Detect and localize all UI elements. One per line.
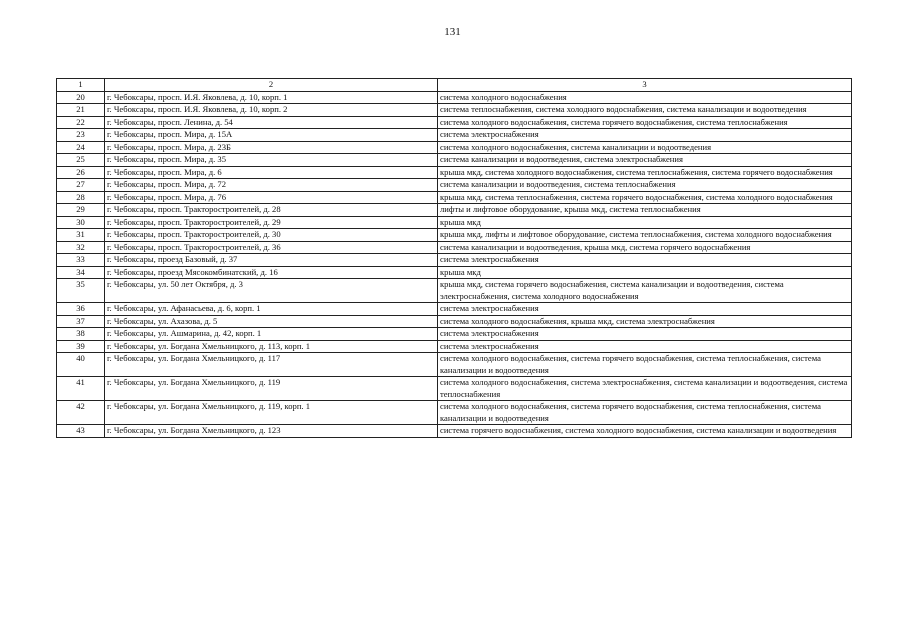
row-address-cell: г. Чебоксары, проезд Базовый, д. 37: [105, 254, 438, 267]
row-number-cell: 32: [57, 241, 105, 254]
row-number-cell: 20: [57, 91, 105, 104]
table-row: [57, 166, 852, 179]
row-address-cell: г. Чебоксары, ул. Богдана Хмельницкого, д. 113, корп. 1: [105, 340, 438, 353]
table-row: [57, 315, 852, 328]
row-number-cell: 40: [57, 353, 105, 377]
row-address-cell: г. Чебоксары, просп. Мира, д. 6: [105, 166, 438, 179]
row-number-cell: 22: [57, 116, 105, 129]
row-number-cell: 38: [57, 328, 105, 341]
row-address-cell: г. Чебоксары, ул. Ахазова, д. 5: [105, 315, 438, 328]
table-row: [57, 216, 852, 229]
row-address-cell: г. Чебоксары, ул. Богдана Хмельницкого, д. 123: [105, 425, 438, 438]
table-body: [57, 79, 852, 438]
row-address-cell: г. Чебоксары, просп. Тракторостроителей, д. 29: [105, 216, 438, 229]
row-address-cell: г. Чебоксары, просп. Мира, д. 15А: [105, 129, 438, 142]
row-systems-cell: система теплоснабжения, система холодного водоснабжения, система канализации и водоотведения: [438, 104, 852, 117]
table-row: [57, 425, 852, 438]
row-address-cell: г. Чебоксары, ул. Афанасьева, д. 6, корп. 1: [105, 303, 438, 316]
row-systems-cell: система горячего водоснабжения, система холодного водоснабжения, система канализации и водоотведения: [438, 425, 852, 438]
row-systems-cell: крыша мкд: [438, 266, 852, 279]
table-row: [57, 91, 852, 104]
table-row: [57, 229, 852, 242]
row-systems-cell: система электроснабжения: [438, 129, 852, 142]
row-address-cell: г. Чебоксары, ул. Ашмарина, д. 42, корп. 1: [105, 328, 438, 341]
row-systems-cell: система электроснабжения: [438, 340, 852, 353]
row-systems-cell: система канализации и водоотведения, система электроснабжения: [438, 154, 852, 167]
table-row: [57, 241, 852, 254]
row-address-cell: г. Чебоксары, просп. Мира, д. 76: [105, 191, 438, 204]
row-systems-cell: система холодного водоснабжения, система электроснабжения, система канализации и водоотведения, система теплоснабжения: [438, 377, 852, 401]
table-row: [57, 377, 852, 401]
row-systems-cell: крыша мкд: [438, 216, 852, 229]
row-systems-cell: система холодного водоснабжения, система горячего водоснабжения, система теплоснабжения, система канализации и водоотведения: [438, 353, 852, 377]
row-systems-cell: система холодного водоснабжения, система горячего водоснабжения, система теплоснабжения: [438, 116, 852, 129]
row-number-cell: 39: [57, 340, 105, 353]
table-row: [57, 303, 852, 316]
row-address-cell: г. Чебоксары, ул. Богдана Хмельницкого, д. 117: [105, 353, 438, 377]
table-row: [57, 141, 852, 154]
table-row: [57, 104, 852, 117]
row-systems-cell: система электроснабжения: [438, 254, 852, 267]
row-number-cell: 28: [57, 191, 105, 204]
row-address-cell: г. Чебоксары, просп. И.Я. Яковлева, д. 10, корп. 1: [105, 91, 438, 104]
row-address-cell: г. Чебоксары, просп. Ленина, д. 54: [105, 116, 438, 129]
row-systems-cell: крыша мкд, система горячего водоснабжения, система канализации и водоотведения, система электроснабжения, система холодного водоснабжения: [438, 279, 852, 303]
table-row: [57, 340, 852, 353]
row-systems-cell: система электроснабжения: [438, 303, 852, 316]
row-address-cell: г. Чебоксары, просп. Мира, д. 35: [105, 154, 438, 167]
row-systems-cell: крыша мкд, система теплоснабжения, система горячего водоснабжения, система холодного водоснабжения: [438, 191, 852, 204]
table-row: [57, 116, 852, 129]
table-row: [57, 129, 852, 142]
row-number-cell: 21: [57, 104, 105, 117]
row-number-cell: 27: [57, 179, 105, 192]
header-col-systems: 3: [438, 79, 852, 92]
row-number-cell: 23: [57, 129, 105, 142]
row-systems-cell: система холодного водоснабжения, система горячего водоснабжения, система теплоснабжения, система канализации и водоотведения: [438, 401, 852, 425]
table-row: [57, 266, 852, 279]
row-systems-cell: крыша мкд, лифты и лифтовое оборудование, система теплоснабжения, система холодного водоснабжения: [438, 229, 852, 242]
page-number: 131: [444, 26, 461, 38]
row-address-cell: г. Чебоксары, проезд Мясокомбинатский, д. 16: [105, 266, 438, 279]
row-number-cell: 43: [57, 425, 105, 438]
table-row: [57, 254, 852, 267]
row-number-cell: 35: [57, 279, 105, 303]
row-address-cell: г. Чебоксары, просп. Тракторостроителей, д. 30: [105, 229, 438, 242]
table-row: [57, 191, 852, 204]
header-col-number: 1: [57, 79, 105, 92]
table-row: [57, 179, 852, 192]
row-number-cell: 41: [57, 377, 105, 401]
table-row: [57, 279, 852, 303]
row-systems-cell: лифты и лифтовое оборудование, крыша мкд, система теплоснабжения: [438, 204, 852, 217]
objects-table: [56, 78, 852, 438]
row-systems-cell: система холодного водоснабжения, система канализации и водоотведения: [438, 141, 852, 154]
row-address-cell: г. Чебоксары, ул. Богдана Хмельницкого, д. 119: [105, 377, 438, 401]
table-row: [57, 154, 852, 167]
row-address-cell: г. Чебоксары, ул. Богдана Хмельницкого, д. 119, корп. 1: [105, 401, 438, 425]
table-row: [57, 204, 852, 217]
row-number-cell: 29: [57, 204, 105, 217]
row-number-cell: 36: [57, 303, 105, 316]
row-number-cell: 34: [57, 266, 105, 279]
row-number-cell: 37: [57, 315, 105, 328]
row-number-cell: 30: [57, 216, 105, 229]
row-address-cell: г. Чебоксары, просп. И.Я. Яковлева, д. 10, корп. 2: [105, 104, 438, 117]
row-address-cell: г. Чебоксары, просп. Мира, д. 23Б: [105, 141, 438, 154]
row-number-cell: 24: [57, 141, 105, 154]
row-number-cell: 33: [57, 254, 105, 267]
row-address-cell: г. Чебоксары, просп. Тракторостроителей, д. 36: [105, 241, 438, 254]
table-row: [57, 328, 852, 341]
table-row: [57, 401, 852, 425]
table-row: [57, 353, 852, 377]
row-address-cell: г. Чебоксары, просп. Мира, д. 72: [105, 179, 438, 192]
row-systems-cell: система холодного водоснабжения: [438, 91, 852, 104]
row-systems-cell: система электроснабжения: [438, 328, 852, 341]
header-col-address: 2: [105, 79, 438, 92]
row-systems-cell: система холодного водоснабжения, крыша мкд, система электроснабжения: [438, 315, 852, 328]
table-header-row: [57, 79, 852, 92]
row-number-cell: 42: [57, 401, 105, 425]
row-number-cell: 31: [57, 229, 105, 242]
row-address-cell: г. Чебоксары, просп. Тракторостроителей, д. 28: [105, 204, 438, 217]
row-number-cell: 26: [57, 166, 105, 179]
row-number-cell: 25: [57, 154, 105, 167]
row-systems-cell: система канализации и водоотведения, крыша мкд, система горячего водоснабжения: [438, 241, 852, 254]
row-systems-cell: крыша мкд, система холодного водоснабжения, система теплоснабжения, система горячего водоснабжения: [438, 166, 852, 179]
row-systems-cell: система канализации и водоотведения, система теплоснабжения: [438, 179, 852, 192]
row-address-cell: г. Чебоксары, ул. 50 лет Октября, д. 3: [105, 279, 438, 303]
